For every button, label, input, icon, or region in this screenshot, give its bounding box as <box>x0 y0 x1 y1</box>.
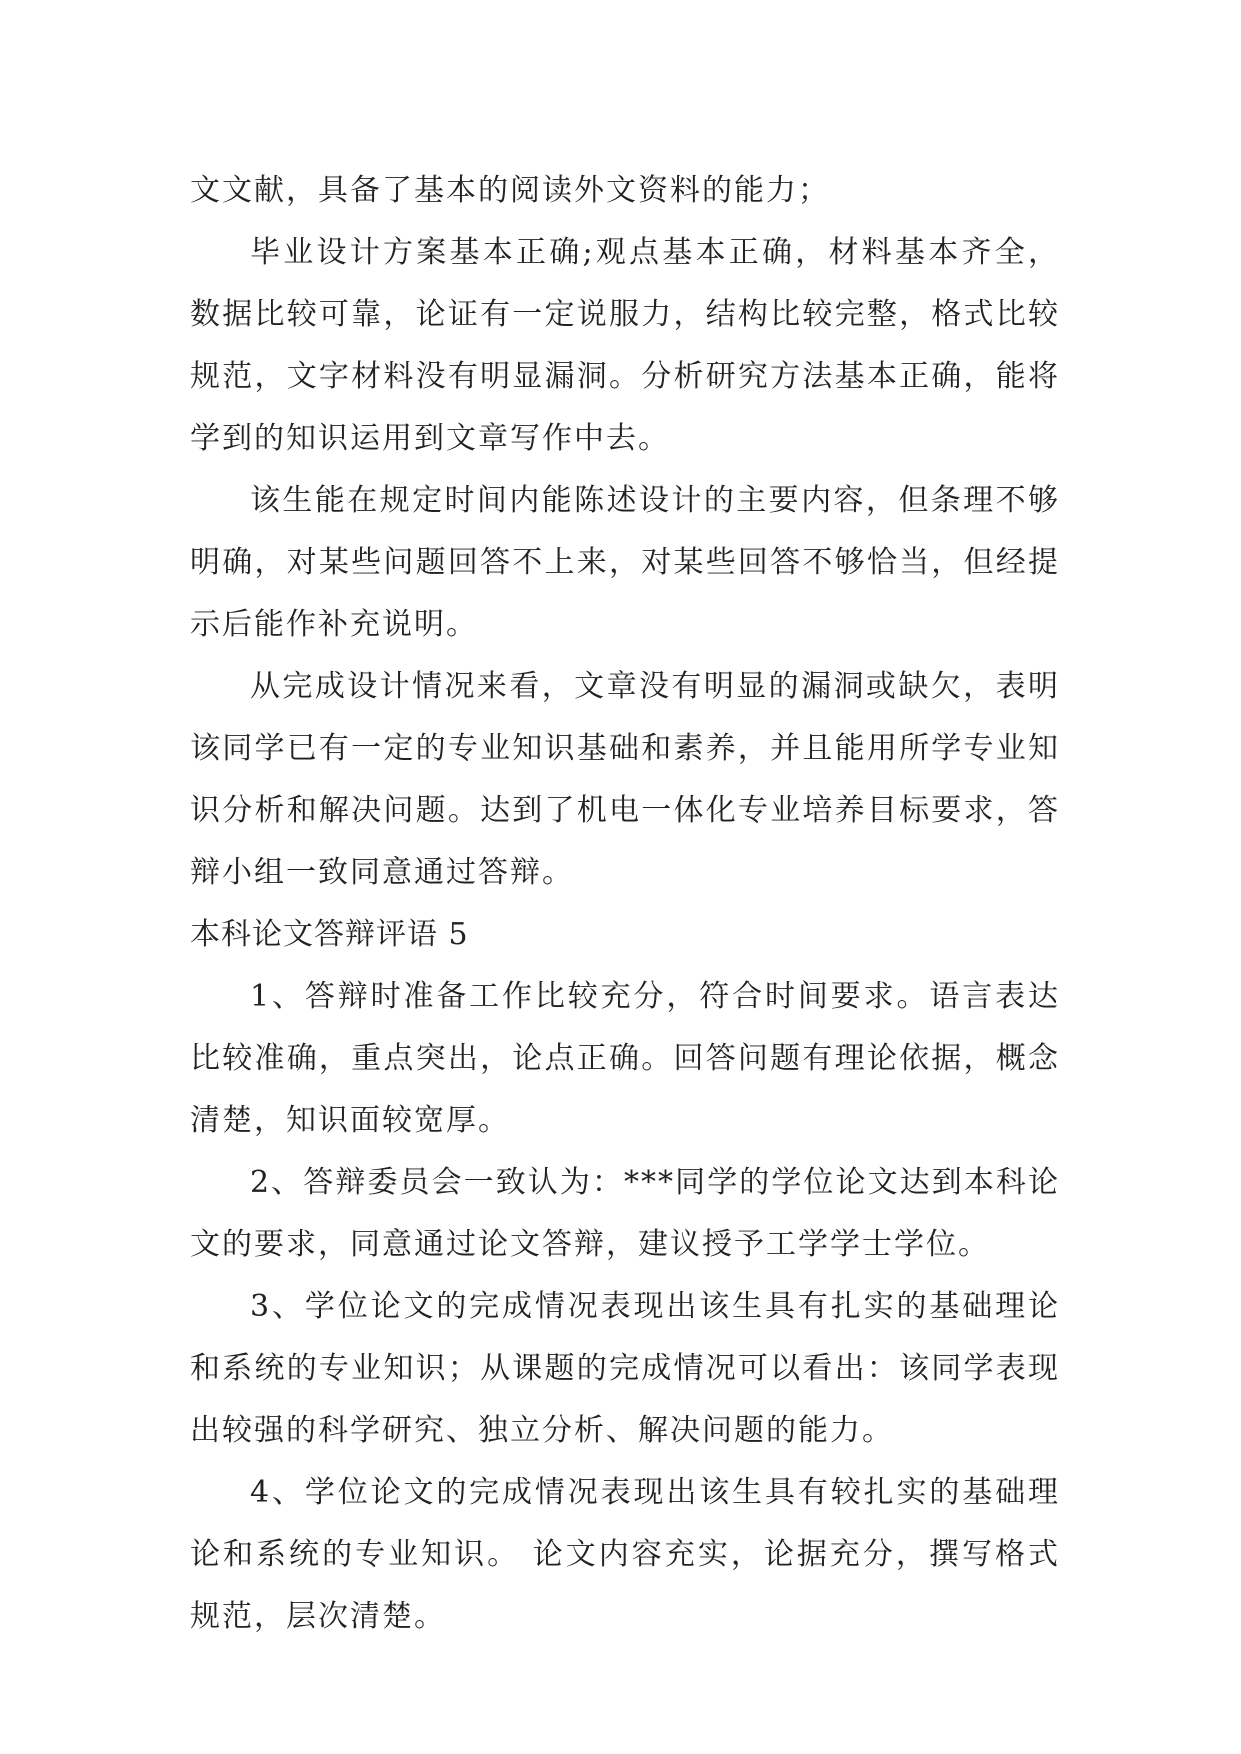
comment-item-3: 3、学位论文的完成情况表现出该生具有扎实的基础理论和系统的专业知识；从课题的完成情况可以看出：该同学表现出较强的科学研究、独立分析、解决问题的能力。 <box>190 1289 1060 1448</box>
document-body <box>190 160 1060 1648</box>
paragraph-overall-conclusion: 从完成设计情况来看，文章没有明显的漏洞或缺欠，表明该同学已有一定的专业知识基础和素养，并且能用所学专业知识分析和解决问题。达到了机电一体化专业培养目标要求，答辩小组一致同意通过答辩。 <box>190 669 1060 890</box>
section-heading: 本科论文答辩评语 5 <box>190 917 469 952</box>
continued-paragraph: 文文献，具备了基本的阅读外文资料的能力； <box>190 173 830 208</box>
comment-item-4: 4、学位论文的完成情况表现出该生具有较扎实的基础理论和系统的专业知识。 论文内容充实，论据充分，撰写格式规范，层次清楚。 <box>190 1475 1060 1634</box>
comment-item-2: 2、答辩委员会一致认为：***同学的学位论文达到本科论文的要求，同意通过论文答辩，建议授予工学学士学位。 <box>190 1165 1060 1262</box>
comment-item-1: 1、答辩时准备工作比较充分，符合时间要求。语言表达比较准确，重点突出，论点正确。回答问题有理论依据，概念清楚，知识面较宽厚。 <box>190 979 1060 1138</box>
paragraph-design-evaluation: 毕业设计方案基本正确;观点基本正确，材料基本齐全，数据比较可靠，论证有一定说服力，结构比较完整，格式比较规范，文字材料没有明显漏洞。分析研究方法基本正确，能将学到的知识运用到文章写作中去。 <box>190 235 1060 456</box>
paragraph-defense-performance: 该生能在规定时间内能陈述设计的主要内容，但条理不够明确，对某些问题回答不上来，对某些回答不够恰当，但经提示后能作补充说明。 <box>190 483 1060 642</box>
